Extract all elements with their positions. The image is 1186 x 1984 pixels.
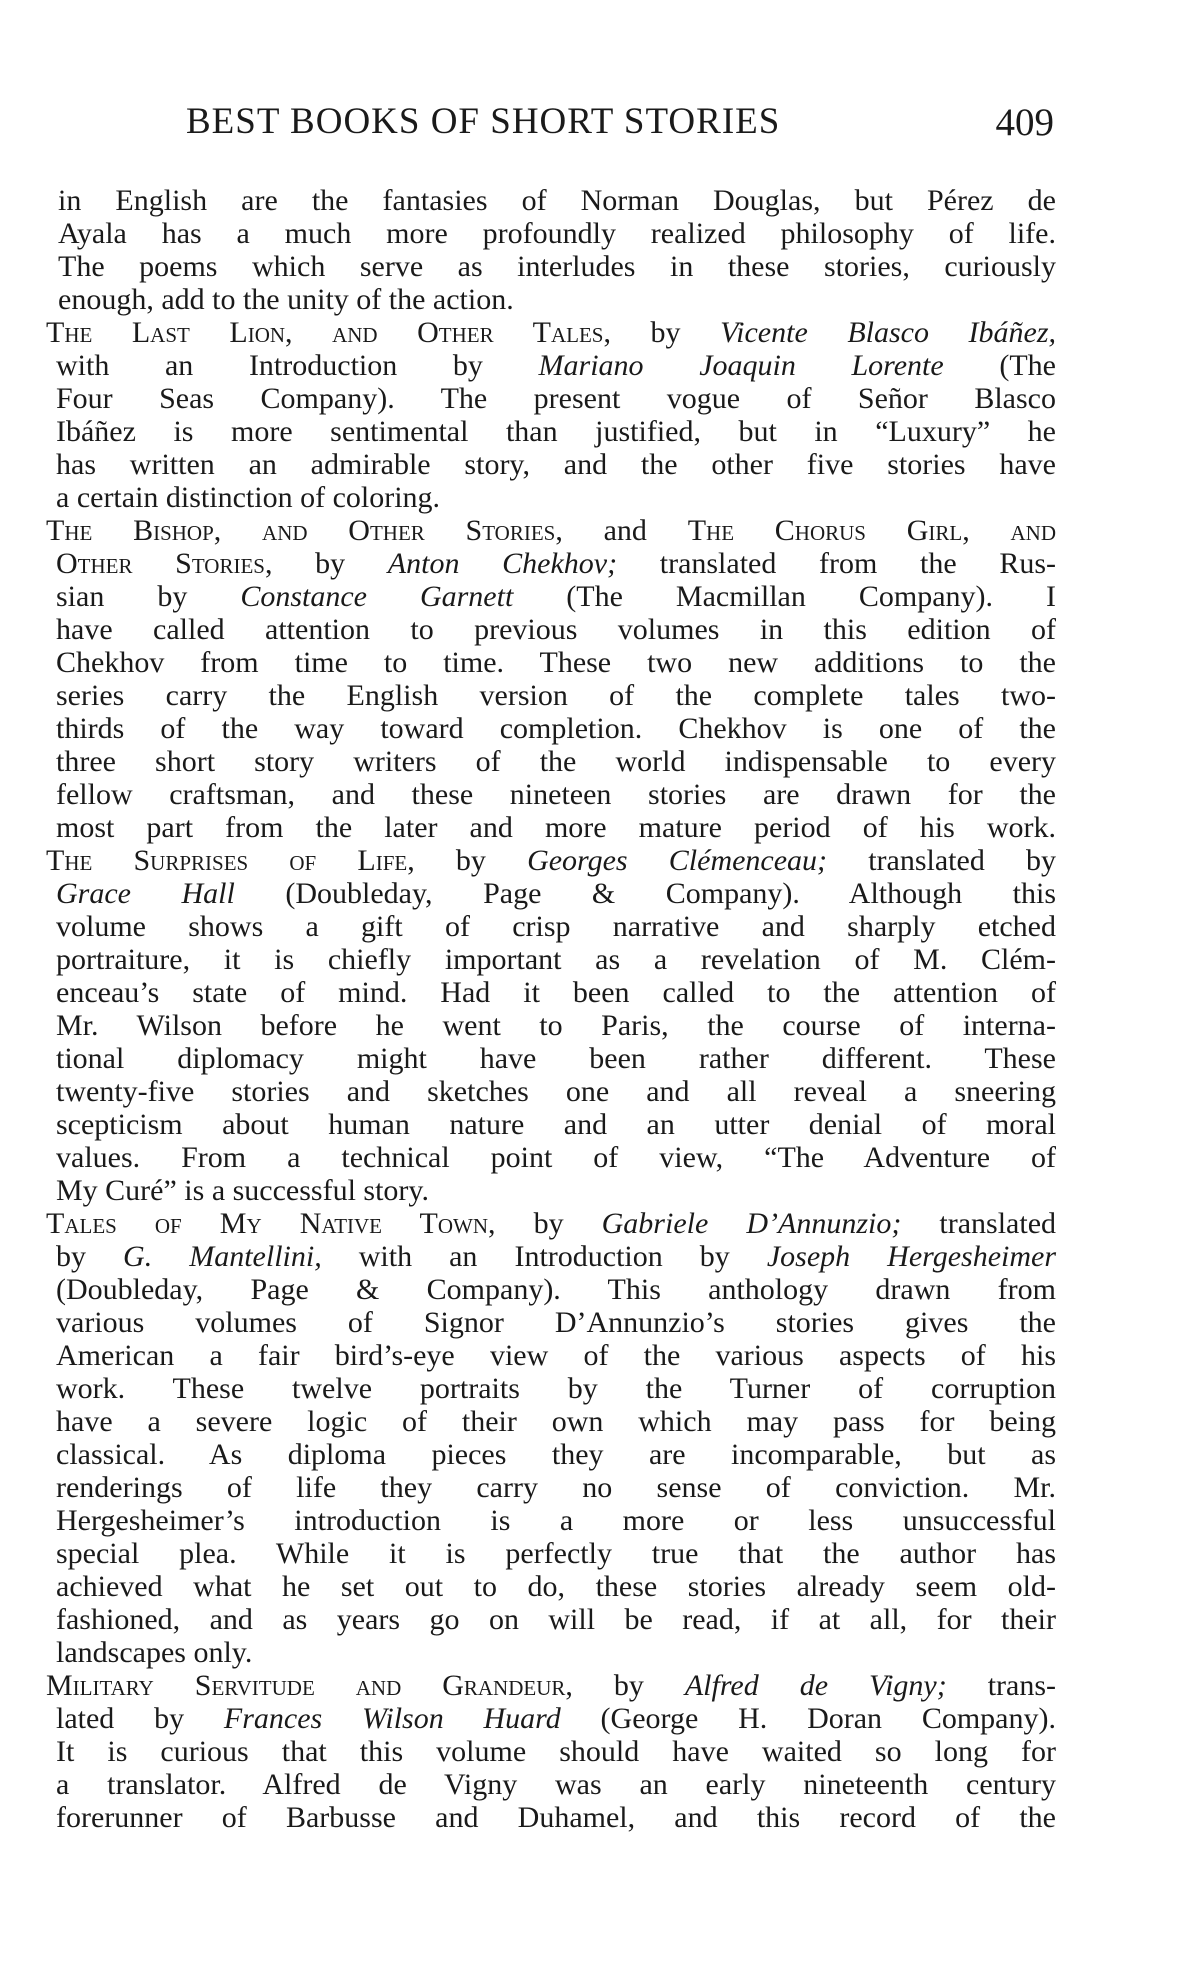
text-segment: lated by [56,1702,224,1735]
text-segment: scepticism about human nature and an utter denial of moral [56,1108,1056,1141]
text-line [46,448,1056,481]
text-segment: special plea. While it is perfectly true that the author has [56,1537,1056,1570]
text-segment: a translator. Alfred de Vigny was an early nineteenth century [56,1768,1056,1801]
text-line [46,1537,1056,1570]
text-line [46,580,1056,613]
text-line [46,1603,1056,1636]
text-segment: by [56,1240,124,1273]
running-title: BEST BOOKS OF SHORT STORIES [186,101,781,142]
text-segment: translated [901,1207,1057,1240]
text-segment: trans- [946,1669,1056,1702]
text-line [46,778,1056,811]
italic-segment: G. Mantellini, [123,1240,322,1273]
italic-segment: Vicente Blasco Ibáñez, [720,316,1056,349]
text-line [46,811,1056,844]
text-segment: values. From a technical point of view, “The Adventure of [56,1141,1056,1174]
small-caps-title: The Surprises of Life, [46,844,415,877]
text-segment: Chekhov from time to time. These two new additions to the [56,646,1056,679]
text-line [46,646,1056,679]
text-segment: with an Introduction by [321,1240,767,1273]
text-line [46,613,1056,646]
text-segment: My Curé” is a successful story. [56,1174,429,1207]
text-segment: Mr. Wilson before he went to Paris, the course of interna- [56,1009,1056,1042]
text-line [46,250,1056,283]
italic-segment: Anton Chekhov; [387,547,618,580]
text-segment: classical. As diploma pieces they are incomparable, but as [56,1438,1056,1471]
text-segment: has written an admirable story, and the other five stories have [56,448,1056,481]
text-segment: (The Macmillan Company). I [513,580,1057,613]
text-line [46,1768,1056,1801]
text-line [46,283,1056,316]
text-line [46,943,1056,976]
italic-segment: Alfred de Vigny; [684,1669,947,1702]
entry-title-line [46,1207,1056,1240]
italic-segment: Gabriele D’Annunzio; [601,1207,902,1240]
text-segment: achieved what he set out to do, these stories already seem old- [56,1570,1056,1603]
small-caps-title: The Chorus Girl, and [687,514,1056,547]
text-line [46,415,1056,448]
text-line [46,1009,1056,1042]
text-segment: work. These twelve portraits by the Turner of corruption [56,1372,1056,1405]
text-line [46,1372,1056,1405]
small-caps-title: The Bishop, and Other Stories, [46,514,563,547]
text-line [46,679,1056,712]
text-line [46,184,1056,217]
text-segment: have a severe logic of their own which may pass for being [56,1405,1056,1438]
text-segment: landscapes only. [56,1636,253,1669]
text-line [46,1141,1056,1174]
text-line [46,1702,1056,1735]
text-line [46,349,1056,382]
text-line [46,1273,1056,1306]
small-caps-title: Tales of My Native Town, [46,1207,496,1240]
text-segment: Four Seas Company). The present vogue of Señor Blasco [56,382,1056,415]
text-line [46,976,1056,1009]
text-line [46,1108,1056,1141]
text-segment: translated from the Rus- [617,547,1056,580]
text-line [46,712,1056,745]
text-segment: various volumes of Signor D’Annunzio’s stories gives the [56,1306,1056,1339]
text-line [46,1339,1056,1372]
text-line [46,1405,1056,1438]
text-line [46,910,1056,943]
text-segment: by [610,316,721,349]
entry-title-line [46,1669,1056,1702]
text-segment: by [495,1207,602,1240]
text-segment: have called attention to previous volumes in this edition of [56,613,1056,646]
text-segment: series carry the English version of the complete tales two- [56,679,1056,712]
text-segment: by [572,1669,685,1702]
entry-title-line [46,514,1056,547]
text-segment: twenty-five stories and sketches one and all reveal a sneering [56,1075,1056,1108]
text-line [46,1042,1056,1075]
text-line [46,1306,1056,1339]
text-segment: and [562,514,688,547]
italic-segment: Constance Garnett [240,580,514,613]
text-segment: Hergesheimer’s introduction is a more or less unsuccessful [56,1504,1056,1537]
body-text [46,184,1056,1834]
text-segment: (The [943,349,1056,382]
entry-title-line [46,316,1056,349]
text-segment: three short story writers of the world indispensable to every [56,745,1056,778]
text-segment: (Doubleday, Page & Company). This anthology drawn from [56,1273,1056,1306]
text-segment: sian by [56,580,241,613]
text-segment: Ayala has a much more profoundly realized philosophy of life. [58,217,1056,250]
text-segment: American a fair bird’s-eye view of the various aspects of his [56,1339,1056,1372]
text-segment: translated by [827,844,1057,877]
text-line [46,382,1056,415]
text-segment: Ibáñez is more sentimental than justified, but in “Luxury” he [56,415,1056,448]
text-line [46,217,1056,250]
text-line [46,1504,1056,1537]
text-segment: in English are the fantasies of Norman Douglas, but Pérez de [58,184,1056,217]
text-line [46,1174,1056,1207]
text-segment: renderings of life they carry no sense of conviction. Mr. [56,1471,1056,1504]
italic-segment: Joseph Hergesheimer [766,1240,1057,1273]
text-segment: fashioned, and as years go on will be read, if at all, for their [56,1603,1056,1636]
page-number: 409 [995,101,1054,144]
text-line [46,745,1056,778]
text-line [46,1801,1056,1834]
small-caps-title: Other Stories, [56,547,273,580]
text-line [46,877,1056,910]
text-segment: most part from the later and more mature period of his work. [56,811,1056,844]
italic-segment: Frances Wilson Huard [223,1702,561,1735]
italic-segment: Georges Clémenceau; [527,844,828,877]
text-segment: (George H. Doran Company). [560,1702,1056,1735]
italic-segment: Grace Hall [56,877,235,910]
text-segment: forerunner of Barbusse and Duhamel, and this record of the [56,1801,1056,1834]
text-segment: (Doubleday, Page & Company). Although this [234,877,1057,910]
text-segment: tional diplomacy might have been rather different. These [56,1042,1056,1075]
text-segment: enough, add to the unity of the action. [58,283,514,316]
text-segment: a certain distinction of coloring. [56,481,441,514]
text-segment: It is curious that this volume should have waited so long for [56,1735,1056,1768]
text-line [46,547,1056,580]
text-segment: fellow craftsman, and these nineteen stories are drawn for the [56,778,1056,811]
text-segment: portraiture, it is chiefly important as a revelation of M. Clém- [56,943,1056,976]
text-line [46,1735,1056,1768]
text-segment: enceau’s state of mind. Had it been called to the attention of [56,976,1056,1009]
text-segment: by [272,547,388,580]
small-caps-title: The Last Lion, and Other Tales, [46,316,611,349]
text-line [46,481,1056,514]
text-segment: with an Introduction by [56,349,539,382]
text-line [46,1075,1056,1108]
text-segment: volume shows a gift of crisp narrative and sharply etched [56,910,1056,943]
text-line [46,1636,1056,1669]
entry-title-line [46,844,1056,877]
text-segment: thirds of the way toward completion. Chekhov is one of the [56,712,1056,745]
text-segment: by [414,844,528,877]
text-segment: The poems which serve as interludes in these stories, curiously [58,250,1056,283]
text-line [46,1471,1056,1504]
running-header [180,100,1060,150]
text-line [46,1438,1056,1471]
text-line [46,1240,1056,1273]
italic-segment: Mariano Joaquin Lorente [538,349,944,382]
text-line [46,1570,1056,1603]
small-caps-title: Military Servitude and Grandeur, [46,1669,573,1702]
